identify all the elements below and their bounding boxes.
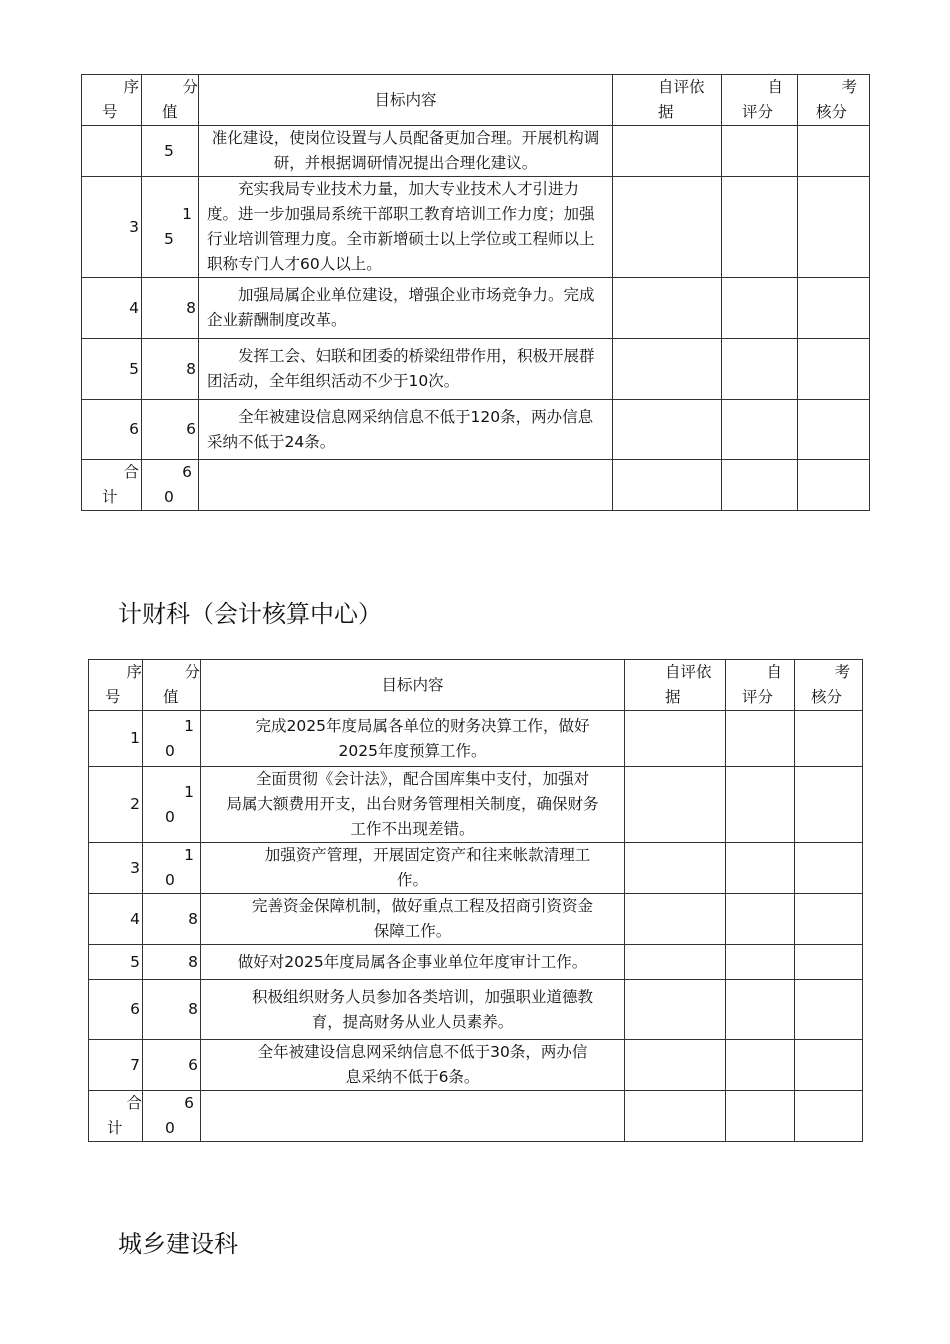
- table-row: [82, 126, 870, 177]
- row-self-basis[interactable]: [625, 894, 726, 945]
- row-score: 8: [143, 945, 201, 980]
- row-self-score[interactable]: [726, 843, 795, 894]
- total-label: 合 计: [89, 1091, 143, 1142]
- row-self-basis[interactable]: [625, 767, 726, 843]
- section-heading-finance: 计财科（会计核算中心）: [118, 600, 382, 628]
- row-self-basis[interactable]: [613, 400, 722, 460]
- header-content: 目标内容: [199, 75, 613, 126]
- header-self-basis: 自评依 据: [613, 75, 722, 126]
- total-self-score[interactable]: [726, 1091, 795, 1142]
- row-seq: 5: [89, 945, 143, 980]
- table-row: [89, 980, 863, 1040]
- total-content: [199, 460, 613, 511]
- row-seq: 6: [89, 980, 143, 1040]
- row-audit-score[interactable]: [795, 767, 863, 843]
- row-self-basis[interactable]: [625, 711, 726, 767]
- row-score: 8: [142, 339, 199, 400]
- row-content: 充实我局专业技术力量，加大专业技术人才引进力度。进一步加强局系统干部职工教育培训工作力度；加强行业培训管理力度。全市新增硕士以上学位或工程师以上职称专门人才60人以上。: [199, 177, 613, 278]
- row-score: 5: [142, 126, 199, 177]
- row-self-score[interactable]: [722, 400, 798, 460]
- total-self-score[interactable]: [722, 460, 798, 511]
- table-row: [89, 767, 863, 843]
- row-seq: 4: [82, 278, 142, 339]
- row-self-score[interactable]: [726, 711, 795, 767]
- row-audit-score[interactable]: [795, 843, 863, 894]
- row-score: 1 0: [143, 843, 201, 894]
- header-seq: 序 号: [89, 660, 143, 711]
- row-audit-score[interactable]: [795, 980, 863, 1040]
- row-self-basis[interactable]: [625, 1040, 726, 1091]
- row-self-score[interactable]: [722, 278, 798, 339]
- row-self-basis[interactable]: [625, 843, 726, 894]
- table-row: [89, 1040, 863, 1091]
- header-score: 分 值: [143, 660, 201, 711]
- table-header-row: [89, 660, 863, 711]
- row-seq: 5: [82, 339, 142, 400]
- total-score: 6 0: [142, 460, 199, 511]
- row-audit-score[interactable]: [798, 400, 870, 460]
- header-self-score: 自 评分: [722, 75, 798, 126]
- table-header-row: [82, 75, 870, 126]
- table-total-row: [82, 460, 870, 511]
- row-self-basis[interactable]: [613, 339, 722, 400]
- row-content: 加强局属企业单位建设，增强企业市场竞争力。完成企业薪酬制度改革。: [199, 278, 613, 339]
- row-self-basis[interactable]: [613, 177, 722, 278]
- row-seq: 3: [82, 177, 142, 278]
- row-score: 8: [143, 894, 201, 945]
- row-self-basis[interactable]: [613, 126, 722, 177]
- table-row: [82, 278, 870, 339]
- row-content: 准化建设，使岗位设置与人员配备更加合理。开展机构调研，并根据调研情况提出合理化建议。: [199, 126, 613, 177]
- total-self-basis[interactable]: [625, 1091, 726, 1142]
- total-label: 合 计: [82, 460, 142, 511]
- row-content: 发挥工会、妇联和团委的桥梁纽带作用，积极开展群团活动，全年组织活动不少于10次。: [199, 339, 613, 400]
- row-seq: 7: [89, 1040, 143, 1091]
- row-self-score[interactable]: [722, 339, 798, 400]
- row-content: 全年被建设信息网采纳信息不低于120条，两办信息采纳不低于24条。: [199, 400, 613, 460]
- row-seq: [82, 126, 142, 177]
- row-self-score[interactable]: [726, 945, 795, 980]
- row-self-score[interactable]: [726, 894, 795, 945]
- score-table-2: [88, 659, 863, 1142]
- row-score: 1 0: [143, 711, 201, 767]
- header-self-basis: 自评依 据: [625, 660, 726, 711]
- row-audit-score[interactable]: [795, 894, 863, 945]
- row-audit-score[interactable]: [795, 945, 863, 980]
- row-self-score[interactable]: [726, 767, 795, 843]
- row-audit-score[interactable]: [798, 177, 870, 278]
- table-row: [82, 177, 870, 278]
- row-self-score[interactable]: [726, 980, 795, 1040]
- table-row: [82, 400, 870, 460]
- header-seq: 序 号: [82, 75, 142, 126]
- table-total-row: [89, 1091, 863, 1142]
- row-seq: 1: [89, 711, 143, 767]
- header-audit-score: 考 核分: [795, 660, 863, 711]
- row-audit-score[interactable]: [798, 278, 870, 339]
- row-audit-score[interactable]: [798, 339, 870, 400]
- row-seq: 6: [82, 400, 142, 460]
- total-content: [201, 1091, 625, 1142]
- row-content: 完善资金保障机制，做好重点工程及招商引资资金 保障工作。: [201, 894, 625, 945]
- row-content: 全年被建设信息网采纳信息不低于30条，两办信 息采纳不低于6条。: [201, 1040, 625, 1091]
- row-self-score[interactable]: [722, 126, 798, 177]
- score-table-1: [81, 74, 870, 511]
- row-self-basis[interactable]: [625, 945, 726, 980]
- table-row: [89, 945, 863, 980]
- row-audit-score[interactable]: [795, 1040, 863, 1091]
- table-row: [89, 711, 863, 767]
- row-score: 1 0: [143, 767, 201, 843]
- header-content: 目标内容: [201, 660, 625, 711]
- row-seq: 4: [89, 894, 143, 945]
- row-seq: 3: [89, 843, 143, 894]
- row-score: 6: [142, 400, 199, 460]
- row-score: 6: [143, 1040, 201, 1091]
- total-audit-score[interactable]: [795, 1091, 863, 1142]
- total-self-basis[interactable]: [613, 460, 722, 511]
- row-content: 全面贯彻《会计法》，配合国库集中支付，加强对 局属大额费用开支，出台财务管理相关制度，确保财务 工作不出现差错。: [201, 767, 625, 843]
- table-row: [82, 339, 870, 400]
- table-row: [89, 843, 863, 894]
- row-score: 8: [142, 278, 199, 339]
- row-seq: 2: [89, 767, 143, 843]
- section-heading-urban: 城乡建设科: [118, 1230, 238, 1258]
- row-score: 8: [143, 980, 201, 1040]
- row-content: 做好对2025年度局属各企事业单位年度审计工作。: [201, 945, 625, 980]
- total-audit-score[interactable]: [798, 460, 870, 511]
- row-content: 完成2025年度局属各单位的财务决算工作，做好 2025年度预算工作。: [201, 711, 625, 767]
- row-audit-score[interactable]: [798, 126, 870, 177]
- row-self-score[interactable]: [726, 1040, 795, 1091]
- row-content: 积极组织财务人员参加各类培训，加强职业道德教 育，提高财务从业人员素养。: [201, 980, 625, 1040]
- row-self-basis[interactable]: [625, 980, 726, 1040]
- row-content: 加强资产管理，开展固定资产和往来帐款清理工 作。: [201, 843, 625, 894]
- row-self-score[interactable]: [722, 177, 798, 278]
- row-score: 1 5: [142, 177, 199, 278]
- row-audit-score[interactable]: [795, 711, 863, 767]
- total-score: 6 0: [143, 1091, 201, 1142]
- header-score: 分 值: [142, 75, 199, 126]
- header-audit-score: 考 核分: [798, 75, 870, 126]
- table-row: [89, 894, 863, 945]
- header-self-score: 自 评分: [726, 660, 795, 711]
- row-self-basis[interactable]: [613, 278, 722, 339]
